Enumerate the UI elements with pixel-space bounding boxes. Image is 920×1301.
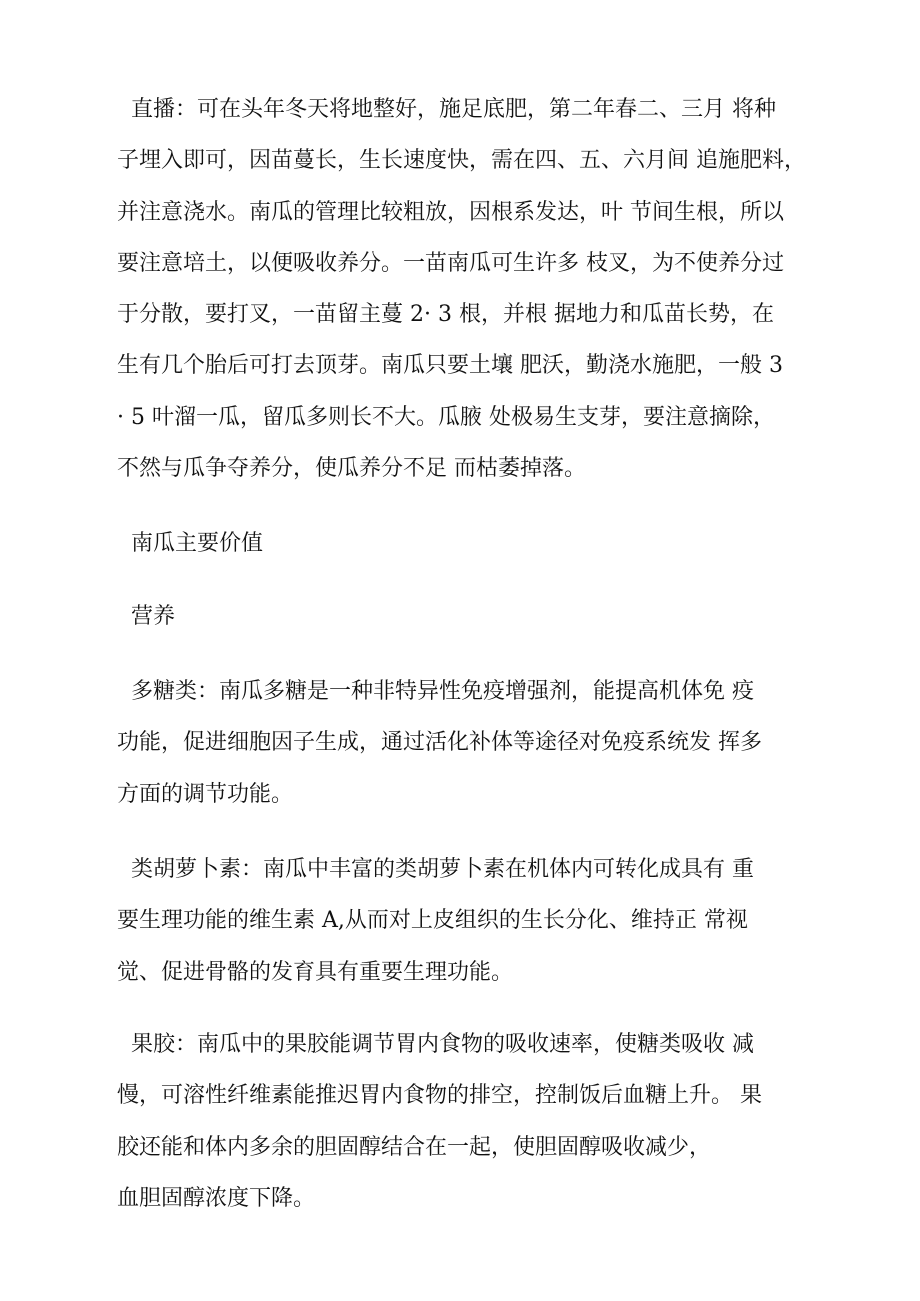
p3-line-2: 要生理功能的维生素 A,从而对上皮组织的生长分化、维持正 常视 — [117, 908, 748, 933]
p1-line-5: 于分散，要打叉，一苗留主蔓 2· 3 根，并根 据地力和瓜苗长势，在 — [117, 302, 774, 327]
p4-line-3: 胶还能和体内多余的胆固醇结合在一起，使胆固醇吸收减少， — [117, 1135, 712, 1160]
p1-line-8: 不然与瓜争夺养分，使瓜养分不足 而枯萎掉落。 — [117, 456, 586, 481]
p1-line-1: 直播：可在头年冬天将地整好，施足底肥，第二年春二、三月 将种 — [131, 97, 776, 122]
p3-line-3: 觉、促进骨骼的发育具有重要生理功能。 — [117, 960, 514, 985]
p1-line-3: 并注意浇水。南瓜的管理比较粗放，因根系发达，叶 节间生根，所以 — [117, 200, 784, 225]
p4-line-1: 果胶：南瓜中的果胶能调节胃内食物的吸收速率，使糖类吸收 减 — [131, 1032, 754, 1057]
heading-main: 南瓜主要价值 — [131, 531, 264, 556]
p1-line-6: 生有几个胎后可打去顶芽。南瓜只要土壤 肥沃，勤浇水施肥，一般 3 — [117, 353, 783, 378]
heading-sub: 营养 — [131, 604, 176, 629]
p1-line-4: 要注意培土，以便吸收养分。一苗南瓜可生许多 枝叉，为不使养分过 — [117, 251, 784, 276]
p2-line-3: 方面的调节功能。 — [117, 782, 294, 807]
p2-line-1: 多糖类：南瓜多糖是一种非特异性免疫增强剂，能提高机体免 疫 — [131, 679, 754, 704]
p1-line-2: 子埋入即可，因苗蔓长，生长速度快，需在四、五、六月间 追施肥料， — [117, 148, 806, 173]
p1-line-7: · 5 叶溜一瓜，留瓜多则长不大。瓜腋 处极易生支芽，要注意摘除， — [117, 405, 775, 430]
p2-line-2: 功能，促进细胞因子生成，通过活化补体等途径对免疫系统发 挥多 — [117, 730, 762, 755]
p4-line-2: 慢，可溶性纤维素能推迟胃内食物的排空，控制饭后血糖上升。 果 — [117, 1083, 762, 1108]
p4-line-4: 血胆固醇浓度下降。 — [117, 1186, 316, 1211]
p3-line-1: 类胡萝卜素：南瓜中丰富的类胡萝卜素在机体内可转化成具有 重 — [131, 857, 754, 882]
